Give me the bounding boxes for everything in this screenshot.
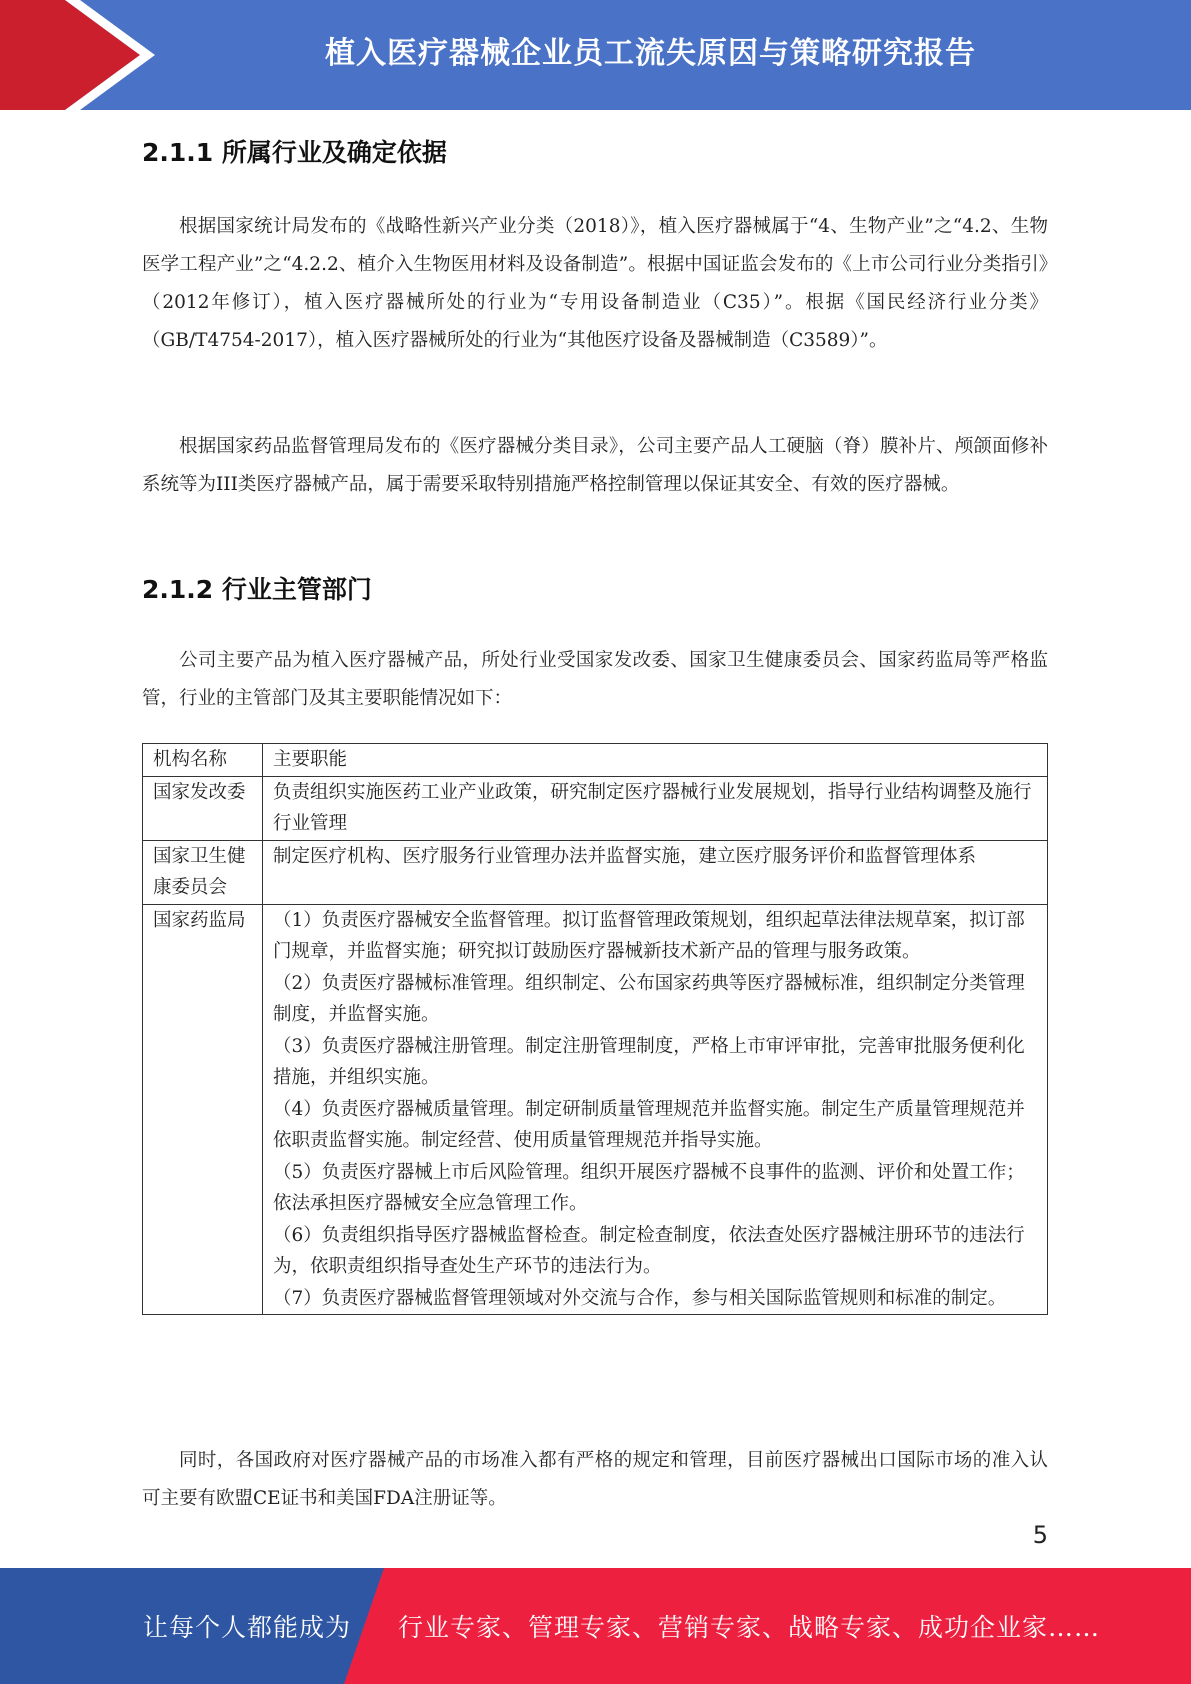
table-row: [143, 776, 1048, 840]
paragraph-market-access: 同时，各国政府对医疗器械产品的市场准入都有严格的规定和管理，目前医疗器械出口国际市场的准入认可主要有欧盟CE证书和美国FDA注册证等。: [142, 1450, 1048, 1509]
paragraph-regulator-intro: 公司主要产品为植入医疗器械产品，所处行业受国家发改委、国家卫生健康委员会、国家药监局等严格监管，行业的主管部门及其主要职能情况如下：: [142, 650, 1048, 709]
table-cell-org: 国家卫生健康委员会: [143, 840, 263, 904]
footer-banner: [0, 1568, 1191, 1684]
table-cell-org: 国家药监局: [143, 904, 263, 1315]
table-cell-duties: [263, 904, 1048, 1315]
report-title: 植入医疗器械企业员工流失原因与策略研究报告: [325, 36, 976, 71]
duty-item: （6）负责组织指导医疗器械监督检查。制定检查制度，依法查处医疗器械注册环节的违法行为，依职责组织指导查处生产环节的违法行为。: [273, 1224, 1025, 1277]
regulator-table: [142, 743, 1048, 1315]
section-heading-2-1-2: 2.1.2 行业主管部门: [142, 575, 372, 604]
duty-item: （5）负责医疗器械上市后风险管理。组织开展医疗器械不良事件的监测、评价和处置工作；依法承担医疗器械安全应急管理工作。: [273, 1161, 1025, 1214]
page-number: 5: [1032, 1521, 1048, 1549]
duty-item: （3）负责医疗器械注册管理。制定注册管理制度，严格上市审评审批，完善审批服务便利化措施，并组织实施。: [273, 1035, 1025, 1088]
table-header-org: 机构名称: [143, 744, 263, 777]
duty-item: （2）负责医疗器械标准管理。组织制定、公布国家药典等医疗器械标准，组织制定分类管理制度，并监督实施。: [273, 972, 1025, 1025]
header-arrow-decoration: [0, 0, 160, 110]
table-header-duties: 主要职能: [263, 744, 1048, 777]
duty-item: （4）负责医疗器械质量管理。制定研制质量管理规范并监督实施。制定生产质量管理规范并依职责监督实施。制定经营、使用质量管理规范并指导实施。: [273, 1098, 1025, 1151]
footer-slogan-left: 让每个人都能成为: [143, 1613, 352, 1642]
duty-item: （1）负责医疗器械安全监督管理。拟订监督管理政策规划，组织起草法律法规草案，拟订部门规章，并监督实施；研究拟订鼓励医疗器械新技术新产品的管理与服务政策。: [273, 909, 1025, 962]
section-heading-2-1-1: 2.1.1 所属行业及确定依据: [142, 138, 447, 167]
header-banner: [0, 0, 1191, 110]
table-cell-duties: [263, 840, 1048, 904]
table-row: [143, 904, 1048, 1315]
duty-item: 制定医疗机构、医疗服务行业管理办法并监督实施，建立医疗服务评价和监督管理体系: [273, 845, 977, 867]
footer-slogan-right: 行业专家、管理专家、营销专家、战略专家、成功企业家……: [398, 1613, 1101, 1642]
paragraph-industry-classification: 根据国家统计局发布的《战略性新兴产业分类（2018）》，植入医疗器械属于“4、生物产业”之“4.2、生物医学工程产业”之“4.2.2、植介入生物医用材料及设备制造”。根据中国证监会发布的《上市公司行业分类指引》（2012年修订），植入医疗器械所处的行业为“专用设备制造业（C35）”。根据《国民经济行业分类》（GB/T4754-2017），植入医疗器械所处的行业为“其他医疗设备及器械制造（C3589）”。: [142, 216, 1048, 351]
paragraph-device-category: 根据国家药品监督管理局发布的《医疗器械分类目录》，公司主要产品人工硬脑（脊）膜补片、颅颌面修补系统等为III类医疗器械产品，属于需要采取特别措施严格控制管理以保证其安全、有效的医疗器械。: [142, 436, 1048, 495]
table-cell-org: 国家发改委: [143, 776, 263, 840]
table-header-row: [143, 744, 1048, 777]
table-cell-duties: [263, 776, 1048, 840]
duty-item: 负责组织实施医药工业产业政策，研究制定医疗器械行业发展规划，指导行业结构调整及施行行业管理: [273, 781, 1032, 834]
table-row: [143, 840, 1048, 904]
duty-item: （7）负责医疗器械监督管理领域对外交流与合作，参与相关国际监管规则和标准的制定。: [273, 1287, 1007, 1309]
